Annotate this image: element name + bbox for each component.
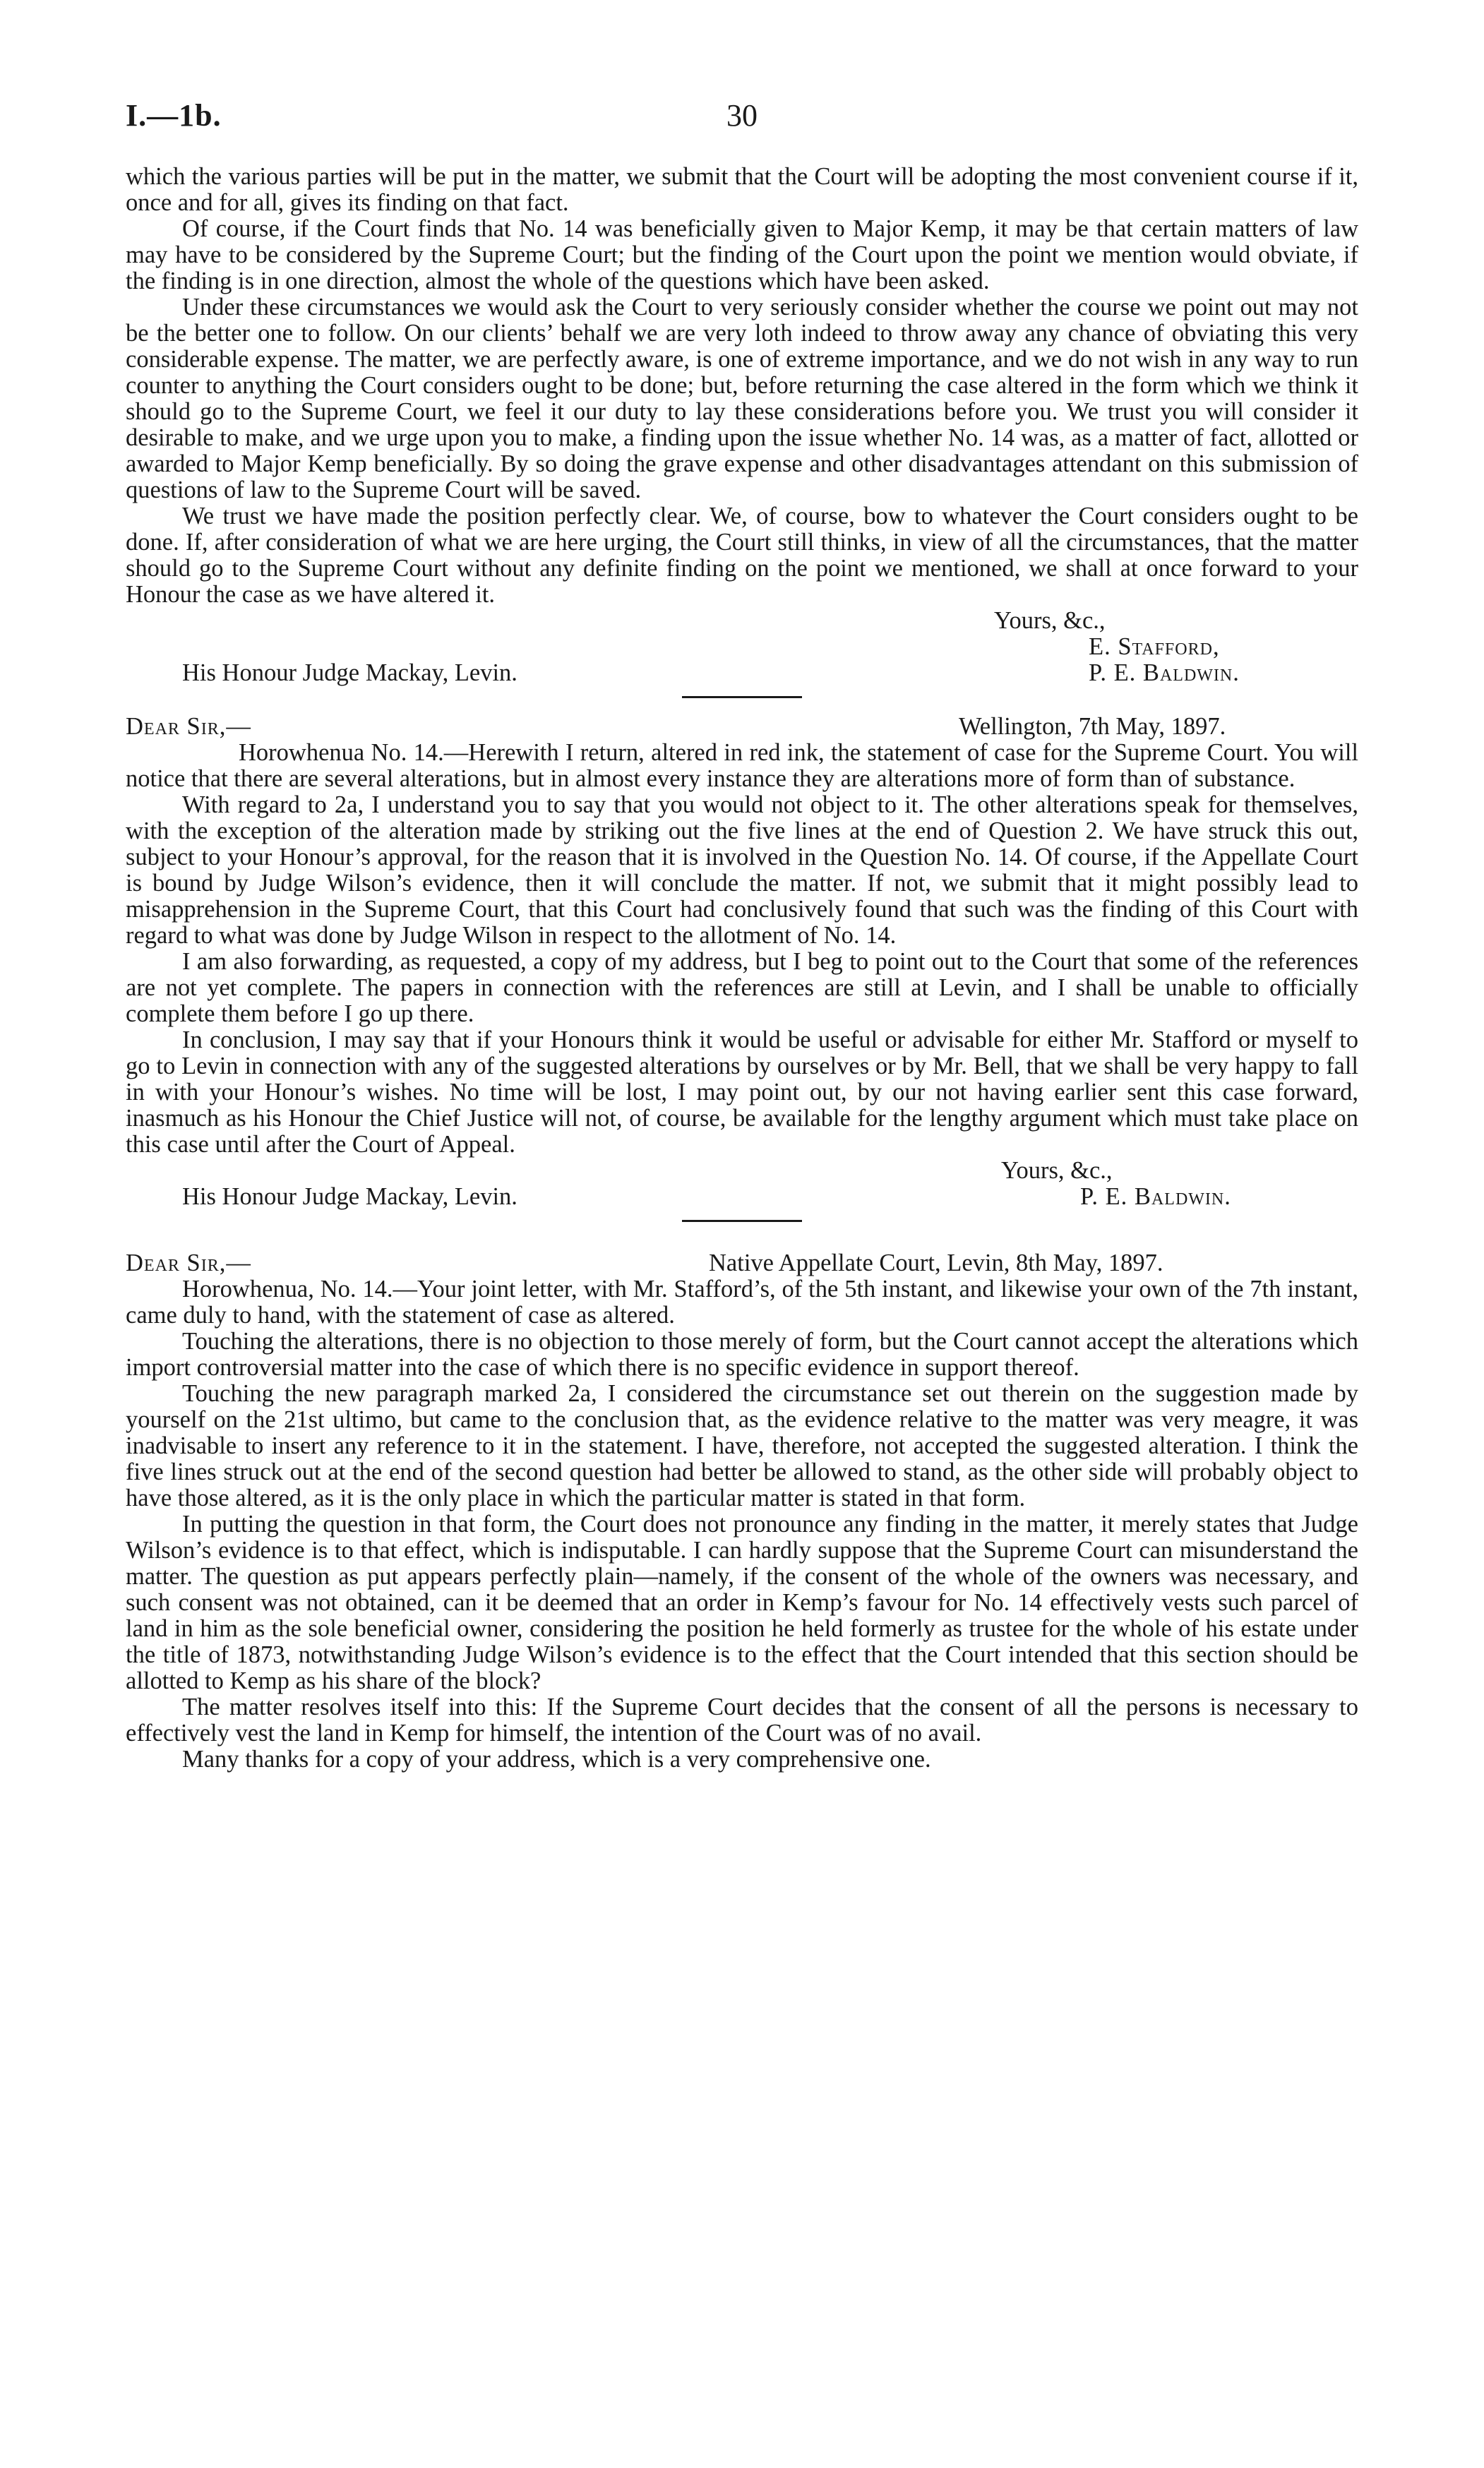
page-body	[126, 164, 1358, 1773]
place-date: Wellington, 7th May, 1897.	[959, 713, 1226, 740]
signatory: E. Stafford,	[1089, 633, 1220, 660]
closing: Yours, &c.,	[994, 607, 1106, 634]
letter-baldwin	[126, 714, 1358, 1210]
page-header	[126, 97, 1358, 140]
paragraph: With regard to 2a, I understand you to say that you would not object to it. The other alterations speak for themselves, with the exception of the alteration made by striking out the five lines at the end of Question 2. We have struck this out, subject to your Honour’s approval, for the reason that it is involved in the Question No. 14. Of course, if the Appellate Court is bound by Judge Wilson’s evidence, then it will conclude the matter. If not, we submit that it might possibly lead to misapprehension in the Supreme Court, that this Court had conclusively found that such was the finding of this Court with regard to what was done by Judge Wilson in respect to the allotment of No. 14.	[126, 791, 1358, 949]
paragraph: In conclusion, I may say that if your Honours think it would be useful or advisable for either Mr. Stafford or myself to go to Levin in connection with any of the suggested alterations by ourselves or by Mr. Bell, that we shall be very happy to fall in with your Honour’s wishes. No time will be lost, I may point out, by our not having earlier sent this case forward, inasmuch as his Honour the Chief Justice will not, of course, be available for the lengthy argument which must take place on this case until after the Court of Appeal.	[126, 1026, 1358, 1158]
closing-row	[126, 1158, 1358, 1184]
addressee-row	[126, 660, 1358, 686]
page-number: 30	[726, 98, 758, 133]
paragraph: In putting the question in that form, the Court does not pronounce any finding in the matter, it merely states that Judge Wilson’s evidence is to that effect, which is indisputable. I can hardly suppose that the Supreme Court can misunderstand the matter. The question as put appears perfectly plain—namely, if the consent of the whole of the owners was necessary, and such consent was not obtained, can it be deemed that an order in Kemp’s favour for No. 14 effectively vests such parcel of land in him as the sole beneficial owner, considering the position he held formerly as trustee for the whole of his estate under the title of 1873, notwithstanding Judge Wilson’s evidence is to the effect that the Court intended that this section should be allotted to Kemp as his share of the block?	[126, 1511, 1358, 1694]
closing-row	[126, 608, 1358, 634]
place-date: Native Appellate Court, Levin, 8th May, 1897.	[709, 1250, 1163, 1276]
paragraph: We trust we have made the position perfectly clear. We, of course, bow to whatever the Court considers ought to be done. If, after consideration of what we are here urging, the Court still thinks, in view of all the circumstances, that the matter should go to the Supreme Court without any definite finding on the point we mentioned, we shall at once forward to your Honour the case as we have altered it.	[126, 503, 1358, 608]
addressee: His Honour Judge Mackay, Levin.	[182, 659, 517, 686]
paragraph: Touching the new paragraph marked 2a, I considered the circumstance set out therein on the suggestion made by yourself on the 21st ultimo, but came to the conclusion that, as the evidence relative to the matter was very meagre, it was inadvisable to insert any reference to it in the statement. I have, therefore, not accepted the suggested alteration. I think the five lines struck out at the end of the second question had better be allowed to stand, as the other side will probably object to have those altered, as it is the only place in which the particular matter is stated in that form.	[126, 1380, 1358, 1511]
section-divider	[682, 696, 802, 698]
section-divider	[682, 1220, 802, 1222]
paragraph: Horowhenua No. 14.—Herewith I return, altered in red ink, the statement of case for the Supreme Court. You will notice that there are several alterations, but in almost every instance they are alterations more of form than of substance.	[126, 739, 1358, 792]
letter-stafford-baldwin	[126, 164, 1358, 686]
paragraph: Many thanks for a copy of your address, which is a very comprehensive one.	[182, 1746, 931, 1773]
salutation: Dear Sir,—	[126, 713, 251, 740]
salutation-row	[126, 1250, 1358, 1276]
paragraph: Under these circumstances we would ask the Court to very seriously consider whether the course we point out may not be the better one to follow. On our clients’ behalf we are very loth indeed to throw away any chance of obviating this very considerable expense. The matter, we are perfectly aware, is one of extreme importance, and we do not wish in any way to run counter to anything the Court considers ought to be done; but, before returning the case altered in the form which we think it should go to the Supreme Court, we feel it our duty to lay these considerations before you. We trust you will consider it desirable to make, and we urge upon you to make, a finding upon the issue whether No. 14 was, as a matter of fact, allotted or awarded to Major Kemp beneficially. By so doing the grave expense and other disadvantages attendant on this submission of questions of law to the Supreme Court will be saved.	[126, 294, 1358, 503]
addressee-row	[126, 1184, 1358, 1210]
closing: Yours, &c.,	[1001, 1157, 1113, 1184]
letter-native-appellate-court	[126, 1250, 1358, 1773]
paragraph: The matter resolves itself into this: If the Supreme Court decides that the consent of all the persons is necessary to effectively vest the land in Kemp for himself, the intention of the Court was of no avail.	[126, 1694, 1358, 1747]
paragraph: which the various parties will be put in the matter, we submit that the Court will be adopting the most convenient course if it, once and for all, gives its finding on that fact.	[126, 163, 1358, 216]
paragraph: Horowhenua, No. 14.—Your joint letter, with Mr. Stafford’s, of the 5th instant, and likewise your own of the 7th instant, came duly to hand, with the statement of case as altered.	[126, 1276, 1358, 1329]
document-reference: I.—1b.	[126, 98, 222, 133]
signatory: P. E. Baldwin.	[1080, 1183, 1231, 1210]
addressee: His Honour Judge Mackay, Levin.	[182, 1183, 517, 1210]
signatory: P. E. Baldwin.	[1089, 659, 1240, 686]
salutation: Dear Sir,—	[126, 1250, 251, 1276]
paragraph: I am also forwarding, as requested, a copy of my address, but I beg to point out to the Court that some of the references are not yet complete. The papers in connection with the references are still at Levin, and I shall be unable to officially complete them before I go up there.	[126, 948, 1358, 1027]
signature-row	[126, 634, 1358, 660]
paragraph: Of course, if the Court finds that No. 14 was beneficially given to Major Kemp, it may be that certain matters of law may have to be considered by the Supreme Court; but the finding of the Court upon the point we mention would obviate, if the finding is in one direction, almost the whole of the questions which have been asked.	[126, 215, 1358, 294]
salutation-row	[126, 714, 1358, 740]
paragraph: Touching the alterations, there is no objection to those merely of form, but the Court cannot accept the alterations which import controversial matter into the case of which there is no specific evidence in support thereof.	[126, 1328, 1358, 1381]
